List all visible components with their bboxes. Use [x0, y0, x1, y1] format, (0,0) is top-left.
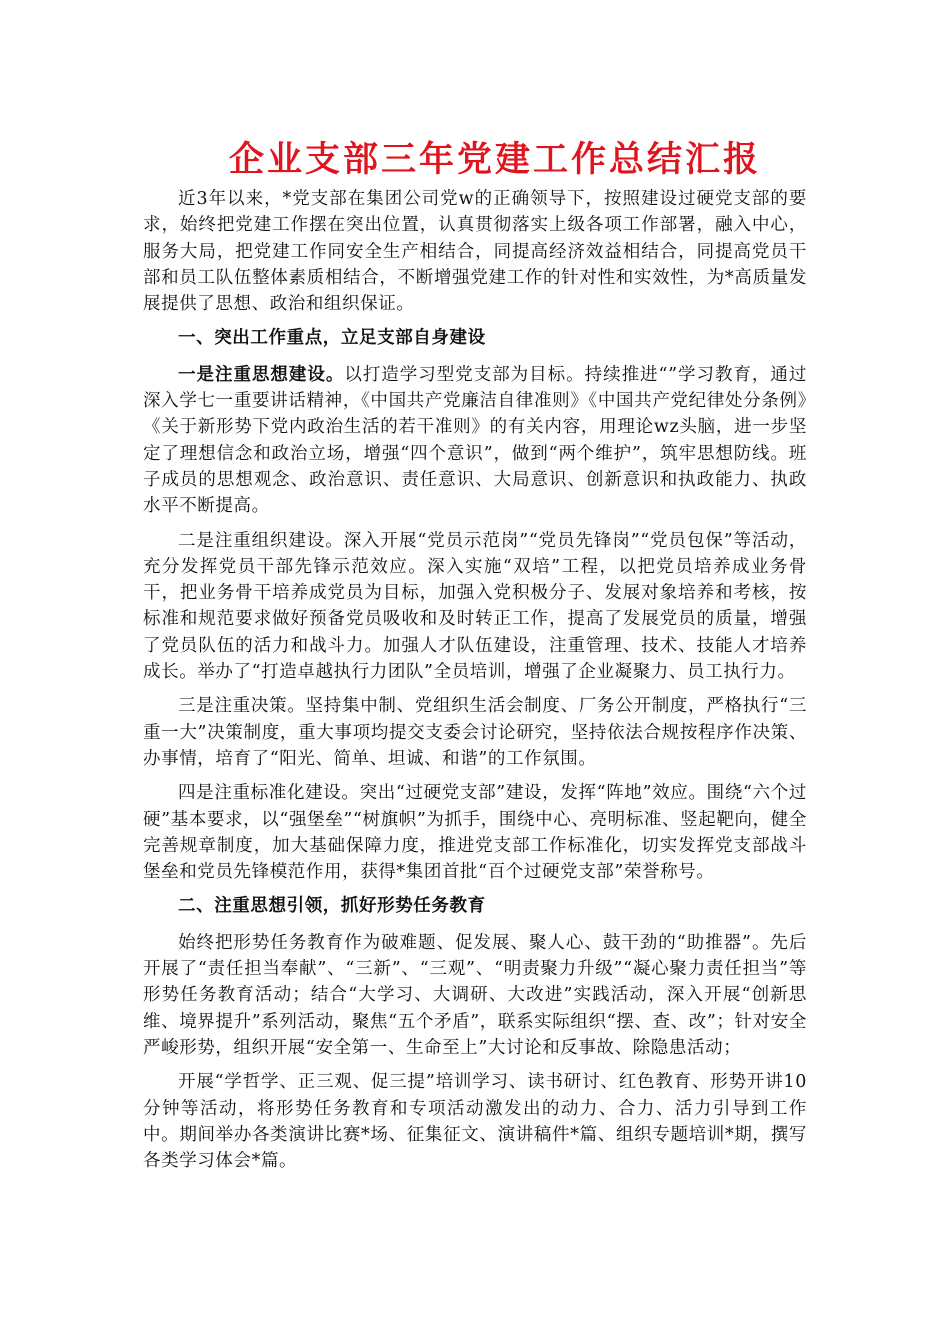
section-2-paragraph-2: 开展“学哲学、正三观、促三提”培训学习、读书研讨、红色教育、形势开讲10分钟等活动，将形势任务教育和专项活动激发出的动力、合力、活力引导到工作中。期间举办各类演讲比赛*场、征集征文、演讲稿件*篇、组织专题培训*期，撰写各类学习体会*篇。 [143, 1072, 807, 1172]
document-title: 企业支部三年党建工作总结汇报 [228, 139, 761, 180]
section-1-paragraph-2: 二是注重组织建设。深入开展“党员示范岗”“党员先锋岗”“党员包保”等活动，充分发挥党员干部先锋示范效应。深入实施“双培”工程，以把党员培养成业务骨干，把业务骨干培养成党员为目标，加强入党积极分子、发展对象培养和考核，按标准和规范要求做好预备党员吸收和及时转正工作，提高了发展党员的质量，增强了党员队伍的活力和战斗力。加强人才队伍建设，注重管理、技术、技能人才培养成长。举办了“打造卓越执行力团队”全员培训，增强了企业凝聚力、员工执行力。 [143, 530, 807, 683]
section-2-heading: 二、注重思想引领，抓好形势任务教育 [178, 896, 486, 917]
paragraph-lead-text: 一是注重思想建设。 [178, 364, 345, 385]
section-2-paragraph-1: 始终把形势任务教育作为破难题、促发展、聚人心、鼓干劲的“助推器”。先后开展了“责任担当奉献”、“三新”、“三观”、“明责聚力升级”“凝心聚力责任担当”等形势任务教育活动；结合“大学习、大调研、大改进”实践活动，深入开展“创新思维、境界提升”系列活动，聚焦“五个矛盾”，联系实际组织“摆、查、改”；针对安全严峻形势，组织开展“安全第一、生命至上”大讨论和反事故、除隐患活动； [143, 932, 807, 1058]
section-1-paragraph-4: 四是注重标准化建设。突出“过硬党支部”建设，发挥“阵地”效应。围绕“六个过硬”基本要求，以“强堡垒”“树旗帜”为抓手，围绕中心、亮明标准、竖起靶向，健全完善规章制度，加大基础保障力度，推进党支部工作标准化，切实发挥党支部战斗堡垒和党员先锋模范作用，获得*集团首批“百个过硬党支部”荣誉称号。 [143, 783, 807, 883]
intro-paragraph: 近3年以来，*党支部在集团公司党w的正确领导下，按照建设过硬党支部的要求，始终把党建工作摆在突出位置，认真贯彻落实上级各项工作部署，融入中心，服务大局，把党建工作同安全生产相结合，同提高经济效益相结合，同提高党员干部和员工队伍整体素质相结合，不断增强党建工作的针对性和实效性，为*高质量发展提供了思想、政治和组织保证。 [143, 189, 807, 315]
paragraph-body-text: 以打造学习型党支部为目标。持续推进“”学习教育，通过深入学七一重要讲话精神，《中国共产党廉洁自律准则》《中国共产党纪律处分条例》《关于新形势下党内政治生活的若干准则》的有关内容，用理论wz头脑，进一步坚定了理想信念和政治立场，增强“四个意识”，做到“两个维护”，筑牢思想防线。班子成员的思想观念、政治意识、责任意识、大局意识、创新意识和执政能力、执政水平不断提高。 [143, 364, 807, 517]
section-1-paragraph-1 [143, 362, 807, 520]
document-body [143, 186, 807, 1182]
section-1-heading: 一、突出工作重点，立足支部自身建设 [178, 328, 486, 349]
section-1-paragraph-3: 三是注重决策。坚持集中制、党组织生活会制度、厂务公开制度，严格执行“三重一大”决策制度，重大事项均提交支委会讨论研究，坚持依法合规按程序作决策、办事情，培育了“阳光、简单、坦诚、和谐”的工作氛围。 [143, 696, 807, 769]
